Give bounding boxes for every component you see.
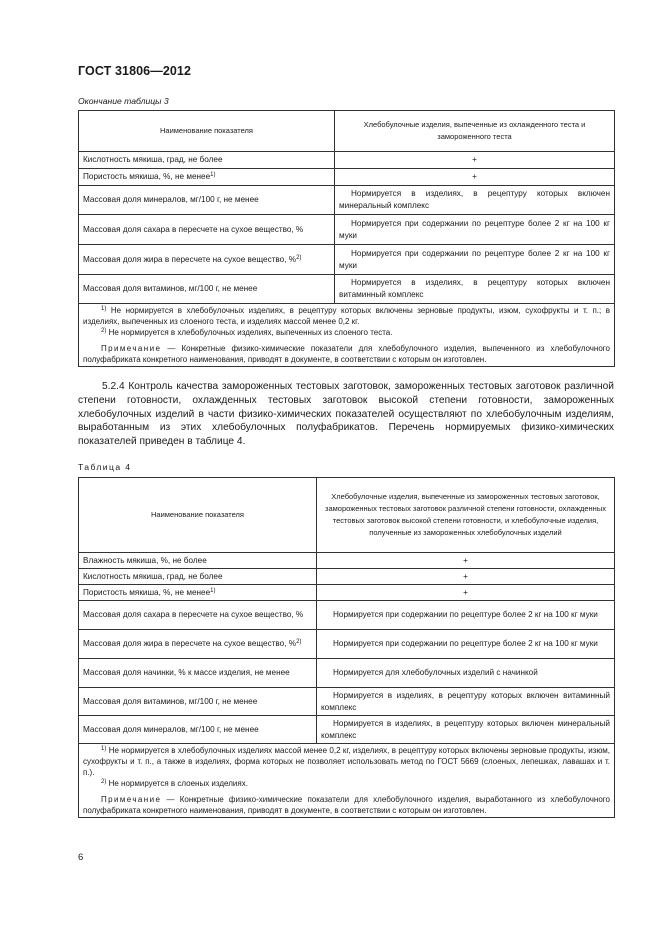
row-name: Кислотность мякиша, град, не более [79, 569, 317, 585]
row-value: Нормируется в изделиях, в рецептуру которых включен витаминный комплекс [317, 688, 615, 716]
table-row [79, 186, 615, 215]
table3-footnote-1: $^{1)}$ Не нормируется в хлебобулочных изделиях, в рецептуру которых включены зерновые продукты, изюм, сухофрукты и т. п.; в изделиях, выпеченных из слоеного теста, и изделиях массой менее 0,2 кг. [83, 306, 610, 326]
row-value: + [317, 585, 615, 601]
row-name: Массовая доля витаминов, мг/100 г, не менее [79, 688, 317, 716]
table-row [79, 169, 615, 186]
table-row [79, 716, 615, 744]
paragraph-5-2-4: 5.2.4 Контроль качества замороженных тестовых заготовок, замороженных тестовых заготовок различной степени готовности, охлажденных тестовых заготовок высокой степени готовности, замороженных хлебобулочных изделий в части физико-химических показателей осуществляют по хлебобулочным изделиям, выработанным из этих хлебобулочных полуфабрикатов. Перечень нормируемых физико-химических показателей приведен в таблице 4. [78, 381, 614, 448]
table-row [79, 275, 615, 304]
table3-col2-header: Хлебобулочные изделия, выпеченные из охлажденного теста и замороженного теста [335, 111, 615, 152]
row-value: Нормируется в изделиях, в рецептуру которых включен витаминный комплекс [335, 275, 615, 304]
row-value: Нормируется для хлебобулочных изделий с начинкой [317, 659, 615, 688]
row-value: + [335, 152, 615, 169]
table3-notes-row [79, 304, 615, 367]
table-row [79, 569, 615, 585]
row-value: Нормируется при содержании по рецептуре более 2 кг на 100 кг муки [317, 601, 615, 630]
row-value: + [335, 169, 615, 186]
row-value: + [317, 569, 615, 585]
row-name: Массовая доля начинки, % к массе изделия, не менее [79, 659, 317, 688]
table3-note: Примечание — Конкретные физико-химические показатели для хлебобулочного изделия, выпеченного из хлебобулочного полуфабриката конкретного наименования, приводят в документе, в соответствии с которым он изготовлен. [83, 344, 610, 364]
row-value: Нормируется при содержании по рецептуре более 2 кг на 100 кг муки [335, 245, 615, 275]
document-header: ГОСТ 31806—2012 [78, 64, 192, 78]
table4-col1-header: Наименование показателя [79, 478, 317, 553]
table3-caption: Окончание таблицы 3 [78, 96, 169, 106]
row-value: Нормируется при содержании по рецептуре более 2 кг на 100 кг муки [335, 215, 615, 245]
row-name: Массовая доля сахара в пересчете на сухое вещество, % [79, 601, 317, 630]
table3-notes [79, 304, 615, 367]
row-name: Массовая доля жира в пересчете на сухое вещество, %$^{2)}$ [79, 630, 317, 659]
table4-col2-header: Хлебобулочные изделия, выпеченные из замороженных тестовых заготовок, замороженных тестовых заготовок различной степени готовности, охлажденных тестовых заготовок высокой степени готовности, и хлебобулочные изделия, полученные из замороженных хлебобулочных изделий [317, 478, 615, 553]
row-value: + [317, 553, 615, 569]
row-name: Массовая доля сахара в пересчете на сухое вещество, % [79, 215, 335, 245]
row-value: Нормируется в изделиях, в рецептуру которых включен минеральный комплекс [335, 186, 615, 215]
table-row [79, 688, 615, 716]
row-name: Массовая доля минералов, мг/100 г, не менее [79, 716, 317, 744]
table3 [78, 110, 615, 367]
table3-col1-header: Наименование показателя [79, 111, 335, 152]
row-value: Нормируется в изделиях, в рецептуру которых включен минеральный комплекс [317, 716, 615, 744]
table-row [79, 630, 615, 659]
table4-notes [79, 744, 615, 818]
table4-footnote-1: $^{1)}$ Не нормируется в хлебобулочных изделиях массой менее 0,2 кг, изделиях, в рецептуру которых включены зерновые продукты, изюм, сухофрукты и т. п., а также в изделиях, форма которых не позволяет использовать метод по ГОСТ 5669 (слоеных, лепешках, лавашах и т. п.). [83, 746, 610, 777]
table-row [79, 215, 615, 245]
table-row [79, 585, 615, 601]
row-name: Пористость мякиша, %, не менее$^{1)}$ [79, 169, 335, 186]
table-row [79, 659, 615, 688]
row-name: Кислотность мякиша, град, не более [79, 152, 335, 169]
row-value: Нормируется при содержании по рецептуре более 2 кг на 100 кг муки [317, 630, 615, 659]
table-row [79, 553, 615, 569]
table-row [79, 245, 615, 275]
row-name: Массовая доля минералов, мг/100 г, не менее [79, 186, 335, 215]
page-number: 6 [78, 852, 84, 863]
table-row [79, 152, 615, 169]
table3-footnote-2: $^{2)}$ Не нормируется в хлебобулочных изделиях, выпеченных из слоеного теста. [101, 328, 393, 337]
table4-footnote-2: $^{2)}$ Не нормируется в слоеных изделиях. [101, 779, 248, 788]
row-name: Массовая доля жира в пересчете на сухое вещество, %$^{2)}$ [79, 245, 335, 275]
table4 [78, 477, 615, 818]
table4-header-row [79, 478, 615, 553]
table-row [79, 601, 615, 630]
row-name: Влажность мякиша, %, не более [79, 553, 317, 569]
row-name: Массовая доля витаминов, мг/100 г, не менее [79, 275, 335, 304]
table3-header-row [79, 111, 615, 152]
table4-notes-row [79, 744, 615, 818]
table4-note: Примечание — Конкретные физико-химические показатели для хлебобулочного изделия, выработанного из хлебобулочного полуфабриката конкретного наименования, приводят в документе, в соответствии с которым он изготовлен. [83, 795, 610, 815]
table4-caption: Таблица 4 [78, 462, 132, 472]
row-name: Пористость мякиша, %, не менее$^{1)}$ [79, 585, 317, 601]
